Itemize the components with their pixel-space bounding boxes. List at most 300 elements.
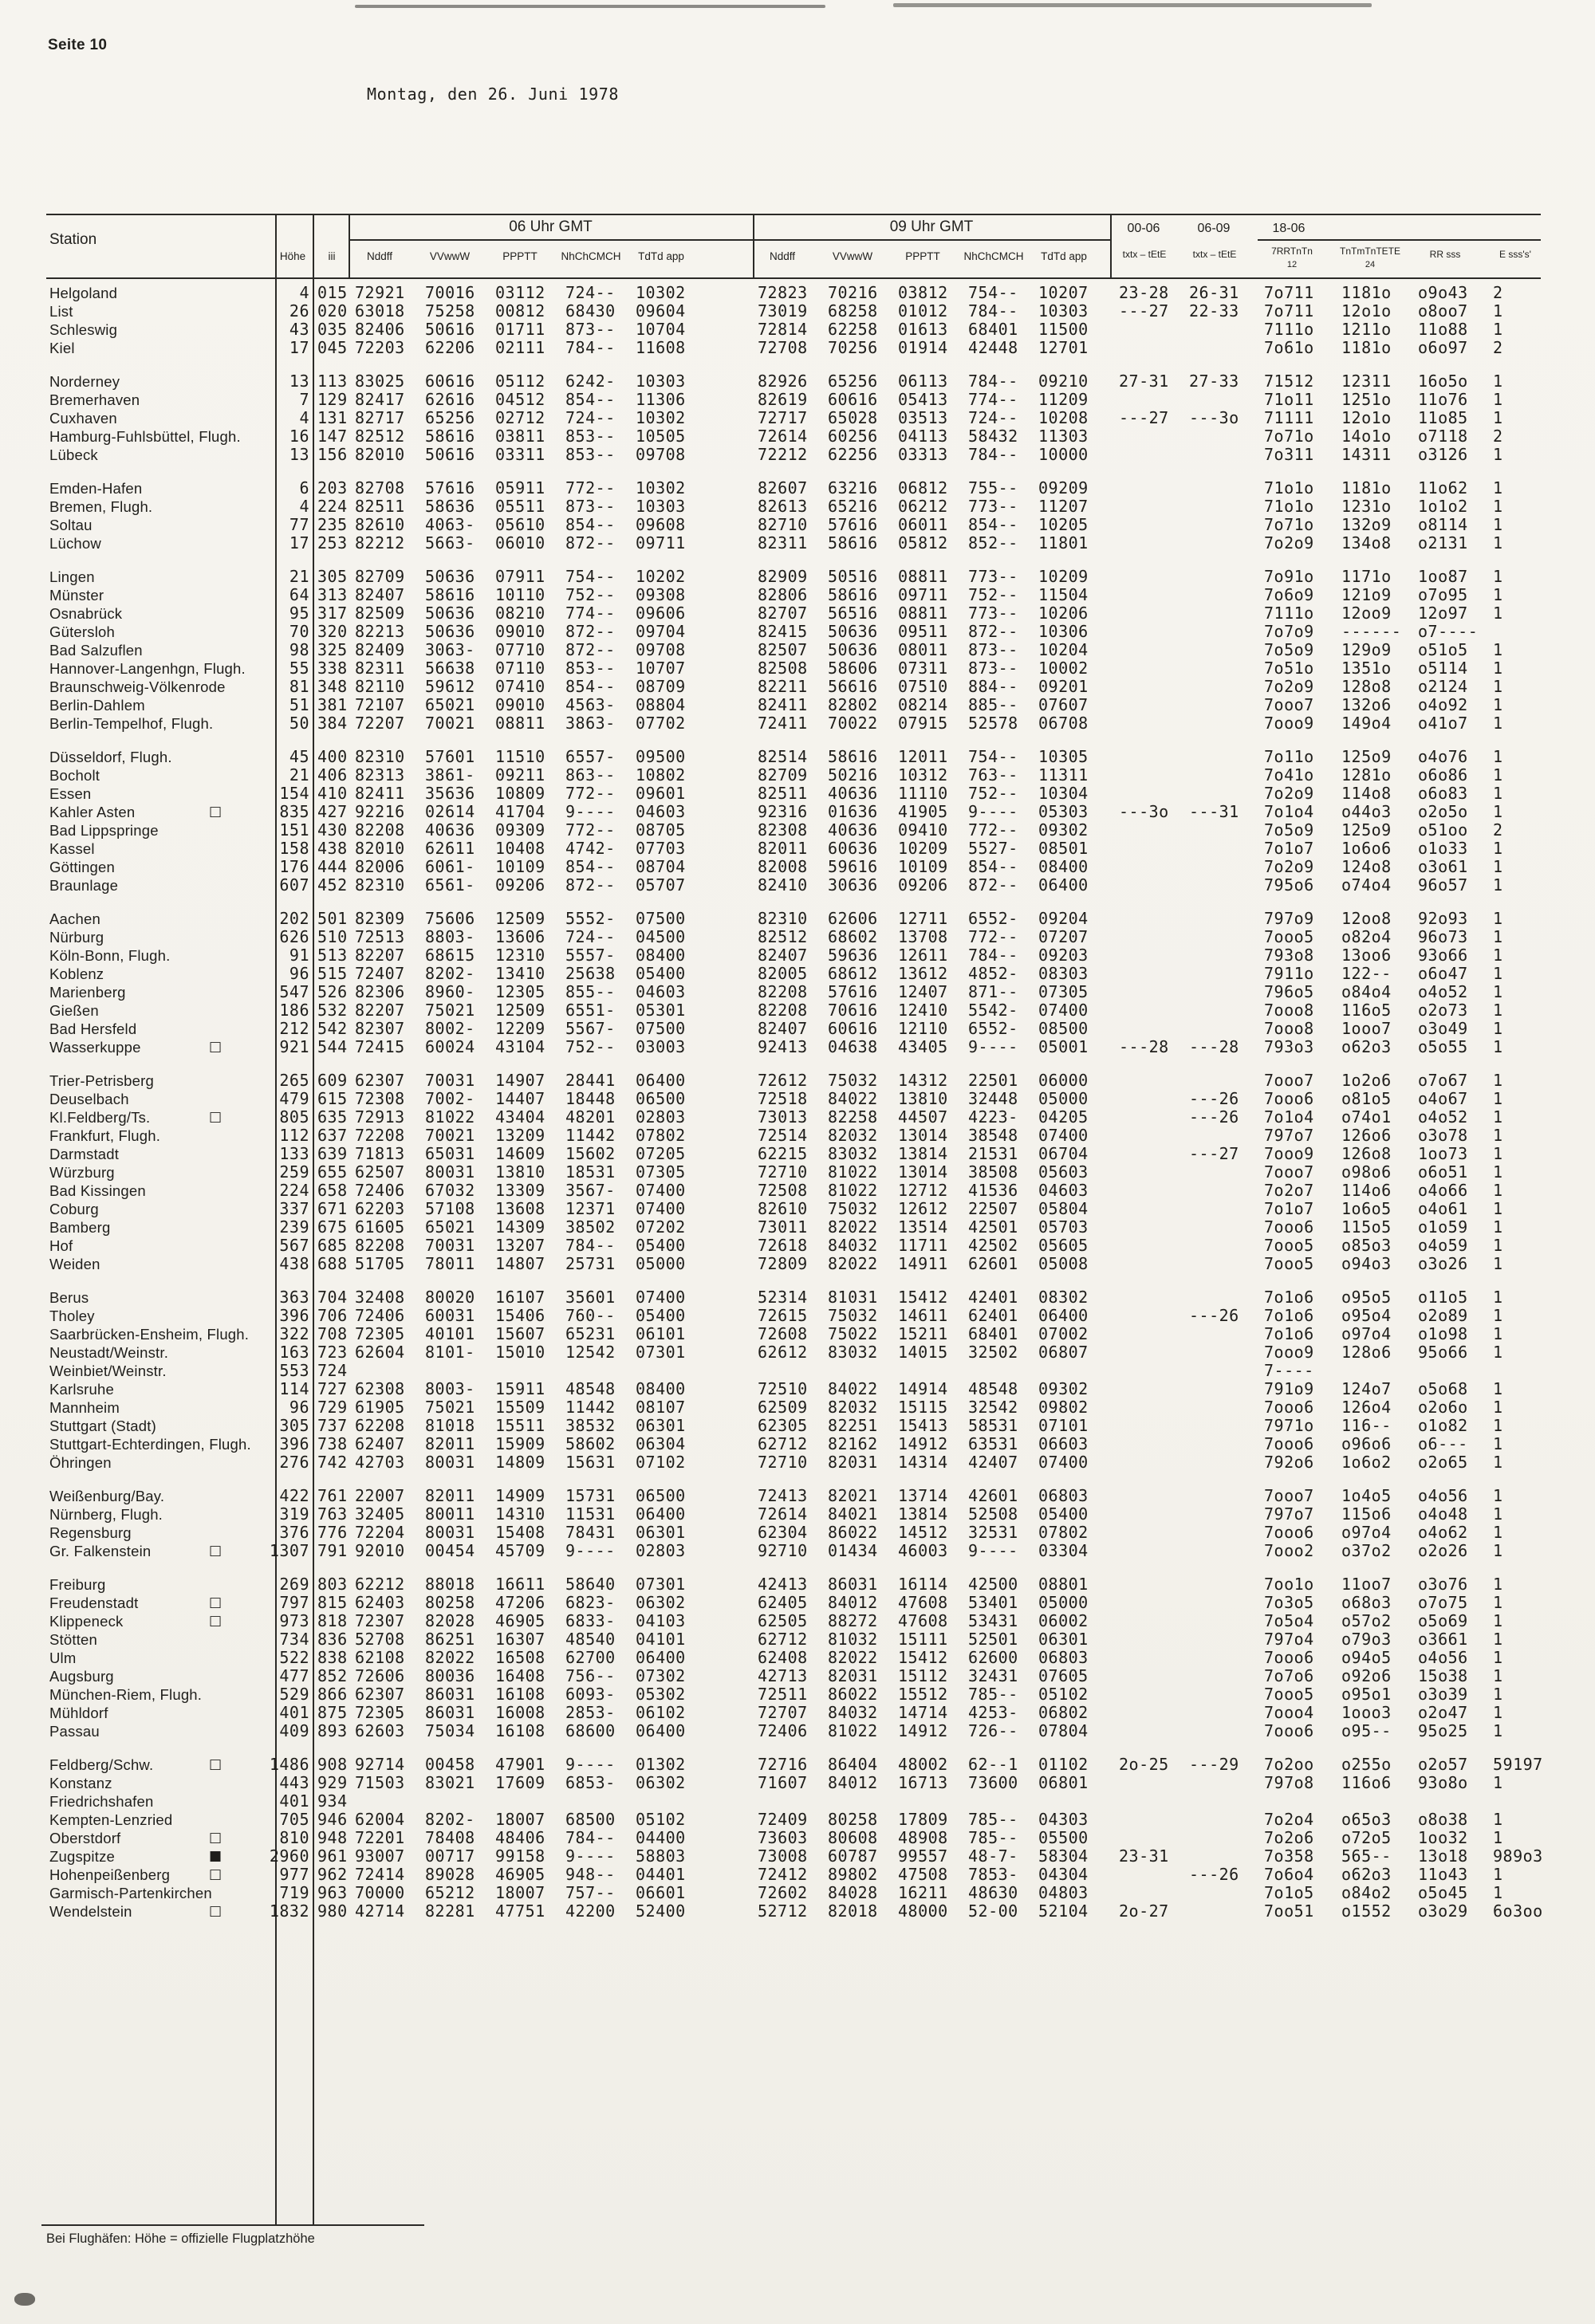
obs06-vvwww: 60031 — [425, 1306, 475, 1325]
tail-rr-sss: 93o66 — [1418, 946, 1468, 965]
group-header-09gmt: 09 Uhr GMT — [889, 218, 974, 235]
scan-artifact-top-left — [355, 5, 825, 8]
obs06-nhchcmch: 724-- — [565, 927, 616, 946]
tail-7rr-tntn: 791o9 — [1264, 1379, 1314, 1398]
obs09-nhchcmch: 754-- — [968, 283, 1018, 302]
obs09-nddff: 72823 — [758, 283, 808, 302]
obs09-nhchcmch: 724-- — [968, 408, 1018, 427]
station-number: 542 — [317, 1019, 348, 1038]
obs09-ppptt: 06212 — [898, 497, 948, 516]
obs09-vvwww: 30636 — [828, 875, 878, 895]
obs09-ppptt: 12407 — [898, 982, 948, 1001]
obs09-tdtd-app: 07305 — [1038, 982, 1089, 1001]
obs09-vvwww: 75032 — [828, 1071, 878, 1090]
tail-7rr-tntn: 797o4 — [1264, 1630, 1314, 1649]
obs09-vvwww: 86022 — [828, 1523, 878, 1542]
obs06-vvwww: 86031 — [425, 1685, 475, 1704]
tail-7rr-tntn: 71o1o — [1264, 497, 1314, 516]
station-hoehe: 98 — [289, 640, 309, 659]
station-number: 838 — [317, 1648, 348, 1667]
station-row — [0, 1649, 1595, 1667]
tail-rr-sss: o8o38 — [1418, 1810, 1468, 1829]
tail-e-sss: 1 — [1493, 802, 1503, 821]
tail-tntmtn-tete: 114o8 — [1341, 784, 1392, 803]
obs06-nhchcmch: 754-- — [565, 567, 616, 586]
tail-tntmtn-tete: 565-- — [1341, 1846, 1392, 1866]
station-hoehe: 13 — [289, 372, 309, 391]
station-row — [0, 678, 1595, 696]
obs06-tdtd-app: 04500 — [636, 927, 686, 946]
station-number: 742 — [317, 1453, 348, 1472]
tail-tntmtn-tete: o72o5 — [1341, 1828, 1392, 1847]
obs09-tdtd-app: 10205 — [1038, 515, 1089, 534]
station-hoehe: 921 — [279, 1037, 309, 1056]
station-row — [0, 910, 1595, 928]
obs09-nhchcmch: 784-- — [968, 301, 1018, 320]
obs06-nhchcmch: 15631 — [565, 1453, 616, 1472]
obs06-ppptt: 07710 — [495, 640, 545, 659]
station-hoehe: 16 — [289, 427, 309, 446]
tail-tntmtn-tete: 1o6o5 — [1341, 1199, 1392, 1218]
station-name: Münster — [49, 587, 104, 604]
tail-7rr-tntn: 7o2o7 — [1264, 1181, 1314, 1200]
obs09-tdtd-app: 06801 — [1038, 1773, 1089, 1792]
obs09-nddff: 72717 — [758, 408, 808, 427]
obs09-ppptt: 15413 — [898, 1416, 948, 1435]
tail-tntmtn-tete: o65o3 — [1341, 1810, 1392, 1829]
obs09-nhchcmch: 774-- — [968, 390, 1018, 409]
obs09-tdtd-app: 10306 — [1038, 622, 1089, 641]
tail-tntmtn-tete: 132o6 — [1341, 695, 1392, 714]
obs09-ppptt: 47608 — [898, 1611, 948, 1630]
station-row — [0, 1811, 1595, 1829]
obs06-vvwww: 59612 — [425, 677, 475, 696]
tail-7rr-tntn: 7ooo6 — [1264, 1434, 1314, 1453]
obs09-ppptt: 41905 — [898, 802, 948, 821]
tail-e-sss: 1 — [1493, 1593, 1503, 1612]
obs09-nhchcmch: 68401 — [968, 320, 1018, 339]
obs06-vvwww: 80031 — [425, 1523, 475, 1542]
tail-e-sss: 1 — [1493, 1883, 1503, 1902]
obs06-nddff: 61605 — [355, 1217, 405, 1237]
obs06-ppptt: 03811 — [495, 427, 545, 446]
obs09-ppptt: 43405 — [898, 1037, 948, 1056]
obs06-nddff: 70000 — [355, 1883, 405, 1902]
obs06-ppptt: 09010 — [495, 695, 545, 714]
tail-e-sss: 1 — [1493, 1666, 1503, 1685]
obs09-vvwww: 88272 — [828, 1611, 878, 1630]
station-name: Helgoland — [49, 285, 118, 301]
station-hoehe: 409 — [279, 1721, 309, 1740]
station-number: 035 — [317, 320, 348, 339]
station-name: Emden-Hafen — [49, 480, 143, 497]
obs09-tdtd-app: 07605 — [1038, 1666, 1089, 1685]
obs06-ppptt: 46905 — [495, 1611, 545, 1630]
tail-rr-sss: o9o43 — [1418, 283, 1468, 302]
tail-subheader-7rrtntn: 7RRTnTn — [1271, 246, 1313, 257]
station-hoehe: 319 — [279, 1504, 309, 1524]
obs09-nddff: 72707 — [758, 1703, 808, 1722]
obs09-tdtd-app: 10209 — [1038, 567, 1089, 586]
obs09-nhchcmch: 53401 — [968, 1593, 1018, 1612]
page-number: Seite 10 — [48, 37, 108, 53]
header-bottom-rule — [46, 277, 1541, 279]
obs06-nddff: 82309 — [355, 909, 405, 928]
obs06-nddff: 72305 — [355, 1324, 405, 1343]
obs09-tdtd-app: 08501 — [1038, 839, 1089, 858]
tail-rr-sss: o3o49 — [1418, 1019, 1468, 1038]
obs09-vvwww: 82251 — [828, 1416, 878, 1435]
obs09-nhchcmch: 4253- — [968, 1703, 1018, 1722]
station-hoehe: 4 — [299, 408, 309, 427]
station-hoehe: 567 — [279, 1236, 309, 1255]
obs06-nddff: 32408 — [355, 1288, 405, 1307]
obs06-nddff: 82717 — [355, 408, 405, 427]
tail-rr-sss: o8oo7 — [1418, 301, 1468, 320]
tail-e-sss: 1 — [1493, 301, 1503, 320]
obs09-ppptt: 04113 — [898, 427, 948, 446]
station-name: Wendelstein — [49, 1903, 132, 1920]
tail-7rr-tntn: 797o9 — [1264, 909, 1314, 928]
obs06-nddff: 92010 — [355, 1541, 405, 1560]
obs06-vvwww: 57601 — [425, 747, 475, 766]
obs09-vvwww: 60636 — [828, 839, 878, 858]
tail-7rr-tntn: 7o7o9 — [1264, 622, 1314, 641]
station-symbol: □ — [209, 1903, 223, 1919]
tail-7rr-tntn: 7o1o4 — [1264, 1107, 1314, 1127]
obs06-vvwww: 8960- — [425, 982, 475, 1001]
obs06-ppptt: 13207 — [495, 1236, 545, 1255]
station-row — [0, 1237, 1595, 1255]
obs09-nddff: 62305 — [758, 1416, 808, 1435]
obs06-vvwww: 83021 — [425, 1773, 475, 1792]
obs09-tdtd-app: 08302 — [1038, 1288, 1089, 1307]
obs06-nddff: 72407 — [355, 964, 405, 983]
tail-7rr-tntn: 7111o — [1264, 604, 1314, 623]
tail-7rr-tntn: 797o8 — [1264, 1773, 1314, 1792]
tail-e-sss: 1 — [1493, 497, 1503, 516]
tail-rr-sss: o5o45 — [1418, 1883, 1468, 1902]
station-number: 688 — [317, 1254, 348, 1273]
obs09-vvwww: 04638 — [828, 1037, 878, 1056]
station-hoehe: 17 — [289, 338, 309, 357]
obs06-ppptt: 10809 — [495, 784, 545, 803]
obs09-vvwww: 82032 — [828, 1398, 878, 1417]
obs06-tdtd-app: 09500 — [636, 747, 686, 766]
obs06-tdtd-app: 08400 — [636, 946, 686, 965]
obs06-vvwww: 02614 — [425, 802, 475, 821]
obs06-nhchcmch: 855-- — [565, 982, 616, 1001]
tail-e-sss: 1 — [1493, 1379, 1503, 1398]
station-name: Kassel — [49, 840, 95, 857]
tail-7rr-tntn: 797o7 — [1264, 1504, 1314, 1524]
obs06-ppptt: 13209 — [495, 1126, 545, 1145]
tail-tntmtn-tete: 129o9 — [1341, 640, 1392, 659]
obs06-ppptt: 16008 — [495, 1703, 545, 1722]
obs06-nddff: 82411 — [355, 784, 405, 803]
obs06-ppptt: 15406 — [495, 1306, 545, 1325]
obs09-tdtd-app: 10304 — [1038, 784, 1089, 803]
tail-7rr-tntn: 7o6o4 — [1264, 1865, 1314, 1884]
obs06-nddff: 72414 — [355, 1865, 405, 1884]
obs06-nddff: 82610 — [355, 515, 405, 534]
obs09-tdtd-app: 06000 — [1038, 1071, 1089, 1090]
obs06-ppptt: 16611 — [495, 1575, 545, 1594]
station-row — [0, 1307, 1595, 1325]
obs06-ppptt: 17609 — [495, 1773, 545, 1792]
tail-subheader-12: 12 — [1286, 260, 1298, 269]
tail-tntmtn-tete: o95o4 — [1341, 1306, 1392, 1325]
tail-e-sss: 1 — [1493, 1217, 1503, 1237]
obs09-tdtd-app: 07400 — [1038, 1001, 1089, 1020]
obs09-nddff: 62712 — [758, 1434, 808, 1453]
obs06-ppptt: 08811 — [495, 714, 545, 733]
obs09-ppptt: 15115 — [898, 1398, 948, 1417]
tail-tntmtn-tete: 14311 — [1341, 445, 1392, 464]
tail-header-18-06: 18-06 — [1272, 222, 1306, 235]
tail-rr-sss: 12o97 — [1418, 604, 1468, 623]
tail-7rr-tntn: 7ooo5 — [1264, 1254, 1314, 1273]
obs09-ppptt: 07311 — [898, 659, 948, 678]
tail-tntmtn-tete: 149o4 — [1341, 714, 1392, 733]
obs06-tdtd-app: 06400 — [636, 1504, 686, 1524]
obs06-ppptt: 16107 — [495, 1288, 545, 1307]
tail-7rr-tntn: 7ooo7 — [1264, 1071, 1314, 1090]
tail-7rr-tntn: 7o711 — [1264, 301, 1314, 320]
station-number: 444 — [317, 857, 348, 876]
obs06-tdtd-app: 06301 — [636, 1523, 686, 1542]
station-number: 609 — [317, 1071, 348, 1090]
obs09-tdtd-app: 05703 — [1038, 1217, 1089, 1237]
tail-e-sss: 1 — [1493, 1504, 1503, 1524]
obs06-vvwww: 82011 — [425, 1434, 475, 1453]
obs09-vvwww: 84022 — [828, 1379, 878, 1398]
station-hoehe: 835 — [279, 802, 309, 821]
obs06-ppptt: 09211 — [495, 765, 545, 784]
station-symbol: □ — [209, 1613, 223, 1629]
obs09-ppptt: 14911 — [898, 1254, 948, 1273]
station-hoehe: 239 — [279, 1217, 309, 1237]
obs06-tdtd-app: 10802 — [636, 765, 686, 784]
obs09-tdtd-app: 10204 — [1038, 640, 1089, 659]
station-number: 313 — [317, 585, 348, 604]
column-header-ppptt-09: PPPTT — [905, 250, 940, 262]
obs06-vvwww: 68615 — [425, 946, 475, 965]
tail-7rr-tntn: 7o2oo — [1264, 1755, 1314, 1774]
station-name: Essen — [49, 785, 92, 802]
station-name: Soltau — [49, 517, 93, 533]
obs09-tdtd-app: 07400 — [1038, 1453, 1089, 1472]
obs06-tdtd-app: 02803 — [636, 1541, 686, 1560]
obs06-nddff: 62507 — [355, 1162, 405, 1182]
station-row — [0, 534, 1595, 552]
obs06-vvwww: 57108 — [425, 1199, 475, 1218]
obs06-nhchcmch: 68430 — [565, 301, 616, 320]
station-name: Neustadt/Weinstr. — [49, 1344, 169, 1361]
station-row — [0, 1487, 1595, 1505]
obs06-ppptt: 16108 — [495, 1685, 545, 1704]
obs06-ppptt: 05511 — [495, 497, 545, 516]
obs06-ppptt: 05112 — [495, 372, 545, 391]
station-number: 438 — [317, 839, 348, 858]
obs09-vvwww: 82021 — [828, 1486, 878, 1505]
obs09-nhchcmch: 854-- — [968, 857, 1018, 876]
obs06-nhchcmch: 42200 — [565, 1901, 616, 1921]
obs09-ppptt: 15412 — [898, 1648, 948, 1667]
obs06-nhchcmch: 724-- — [565, 283, 616, 302]
obs09-nhchcmch: 9---- — [968, 1037, 1018, 1056]
tail-rr-sss: o4o66 — [1418, 1181, 1468, 1200]
obs06-ppptt: 14807 — [495, 1254, 545, 1273]
obs09-tdtd-app: 11207 — [1038, 497, 1089, 516]
obs09-vvwww: 82032 — [828, 1126, 878, 1145]
station-name: Deuselbach — [49, 1091, 129, 1107]
obs09-nddff: 72602 — [758, 1883, 808, 1902]
obs09-tdtd-app: 08500 — [1038, 1019, 1089, 1038]
station-name: Kahler Asten — [49, 804, 136, 820]
obs06-vvwww: 70031 — [425, 1071, 475, 1090]
obs09-ppptt: 12011 — [898, 747, 948, 766]
station-hoehe: 6 — [299, 478, 309, 497]
obs09-nhchcmch: 22507 — [968, 1199, 1018, 1218]
obs06-vvwww: 65031 — [425, 1144, 475, 1163]
obs09-nhchcmch: 42502 — [968, 1236, 1018, 1255]
station-hoehe: 64 — [289, 585, 309, 604]
station-hoehe: 114 — [279, 1379, 309, 1398]
obs09-nddff: 72406 — [758, 1721, 808, 1740]
column-header-nhchcmch-09: NhChCMCH — [963, 250, 1024, 262]
obs09-vvwww: 62258 — [828, 320, 878, 339]
obs09-vvwww: 57616 — [828, 982, 878, 1001]
tail-tntmtn-tete: o74o4 — [1341, 875, 1392, 895]
obs09-tdtd-app: 10305 — [1038, 747, 1089, 766]
obs06-tdtd-app: 02803 — [636, 1107, 686, 1127]
station-number: 893 — [317, 1721, 348, 1740]
tail-7rr-tntn: 7ooo6 — [1264, 1398, 1314, 1417]
station-name: Darmstadt — [49, 1146, 120, 1162]
obs09-ppptt: 11110 — [898, 784, 948, 803]
obs06-nhchcmch: 4742- — [565, 839, 616, 858]
tail-txtx-06-09: ---26 — [1189, 1865, 1239, 1884]
obs06-vvwww: 3063- — [425, 640, 475, 659]
obs06-tdtd-app: 06102 — [636, 1703, 686, 1722]
station-name: Berlin-Tempelhof, Flugh. — [49, 715, 214, 732]
obs09-tdtd-app: 11500 — [1038, 320, 1089, 339]
tail-rr-sss: 95o66 — [1418, 1343, 1468, 1362]
obs09-tdtd-app: 11209 — [1038, 390, 1089, 409]
station-row — [0, 1866, 1595, 1884]
tail-txtx-06-09: 26-31 — [1189, 283, 1239, 302]
tail-e-sss: 1 — [1493, 1001, 1503, 1020]
station-row — [0, 1255, 1595, 1273]
station-hoehe: 422 — [279, 1486, 309, 1505]
tail-e-sss: 1 — [1493, 875, 1503, 895]
obs09-ppptt: 08214 — [898, 695, 948, 714]
obs09-nddff: 72212 — [758, 445, 808, 464]
obs09-nddff: 82308 — [758, 820, 808, 840]
obs06-nddff: 72207 — [355, 714, 405, 733]
station-symbol: □ — [209, 1109, 223, 1125]
obs09-ppptt: 03513 — [898, 408, 948, 427]
tail-tntmtn-tete: 124o8 — [1341, 857, 1392, 876]
tail-rr-sss: 11o85 — [1418, 408, 1468, 427]
obs09-tdtd-app: 07607 — [1038, 695, 1089, 714]
obs06-nhchcmch: 873-- — [565, 320, 616, 339]
obs09-nddff: 52712 — [758, 1901, 808, 1921]
obs09-nhchcmch: 32542 — [968, 1398, 1018, 1417]
obs09-vvwww: 84032 — [828, 1703, 878, 1722]
obs09-vvwww: 60616 — [828, 1019, 878, 1038]
obs06-nhchcmch: 854-- — [565, 390, 616, 409]
obs06-tdtd-app: 11608 — [636, 338, 686, 357]
obs06-nhchcmch: 15731 — [565, 1486, 616, 1505]
obs06-tdtd-app: 05302 — [636, 1685, 686, 1704]
obs09-nddff: 72716 — [758, 1755, 808, 1774]
obs09-tdtd-app: 05400 — [1038, 1504, 1089, 1524]
tail-e-sss: 1 — [1493, 1162, 1503, 1182]
tail-rr-sss: o1o33 — [1418, 839, 1468, 858]
obs09-ppptt: 13014 — [898, 1126, 948, 1145]
tail-tntmtn-tete: 116o5 — [1341, 1001, 1392, 1020]
obs09-vvwww: 70216 — [828, 283, 878, 302]
station-row — [0, 372, 1595, 391]
obs09-tdtd-app: 08400 — [1038, 857, 1089, 876]
station-row — [0, 516, 1595, 534]
station-hoehe: 322 — [279, 1324, 309, 1343]
obs09-nddff: 82415 — [758, 622, 808, 641]
obs06-nddff: 72415 — [355, 1037, 405, 1056]
obs06-nhchcmch: 853-- — [565, 659, 616, 678]
obs09-vvwww: 65216 — [828, 497, 878, 516]
station-hoehe: 91 — [289, 946, 309, 965]
station-row — [0, 766, 1595, 784]
tail-txtx-00-06: 23-28 — [1119, 283, 1169, 302]
obs09-ppptt: 14914 — [898, 1379, 948, 1398]
obs09-nhchcmch: 772-- — [968, 820, 1018, 840]
obs06-tdtd-app: 08704 — [636, 857, 686, 876]
station-number: 836 — [317, 1630, 348, 1649]
station-row — [0, 840, 1595, 858]
obs06-ppptt: 07410 — [495, 677, 545, 696]
obs06-nhchcmch: 65231 — [565, 1324, 616, 1343]
station-hoehe: 158 — [279, 839, 309, 858]
obs06-vvwww: 65021 — [425, 1217, 475, 1237]
station-symbol: □ — [209, 1543, 223, 1559]
tail-rr-sss: o11o5 — [1418, 1288, 1468, 1307]
obs06-nhchcmch: 752-- — [565, 1037, 616, 1056]
obs09-tdtd-app: 06301 — [1038, 1630, 1089, 1649]
obs09-nddff: 92710 — [758, 1541, 808, 1560]
obs09-tdtd-app: 06803 — [1038, 1648, 1089, 1667]
obs09-ppptt: 15512 — [898, 1685, 948, 1704]
obs09-nddff: 82208 — [758, 982, 808, 1001]
obs09-vvwww: 82258 — [828, 1107, 878, 1127]
station-hoehe: 1486 — [269, 1755, 309, 1774]
obs09-nhchcmch: 32448 — [968, 1089, 1018, 1108]
tail-7rr-tntn: 7ooo2 — [1264, 1541, 1314, 1560]
obs09-nddff: 72710 — [758, 1453, 808, 1472]
obs06-tdtd-app: 04101 — [636, 1630, 686, 1649]
obs09-ppptt: 08011 — [898, 640, 948, 659]
tail-e-sss: 1 — [1493, 1019, 1503, 1038]
station-row — [0, 748, 1595, 766]
obs09-nddff: 82508 — [758, 659, 808, 678]
station-name: Mannheim — [49, 1399, 120, 1416]
tail-rr-sss: o7o67 — [1418, 1071, 1468, 1090]
obs06-nhchcmch: 853-- — [565, 427, 616, 446]
obs09-ppptt: 05812 — [898, 533, 948, 552]
obs09-ppptt: 08811 — [898, 567, 948, 586]
